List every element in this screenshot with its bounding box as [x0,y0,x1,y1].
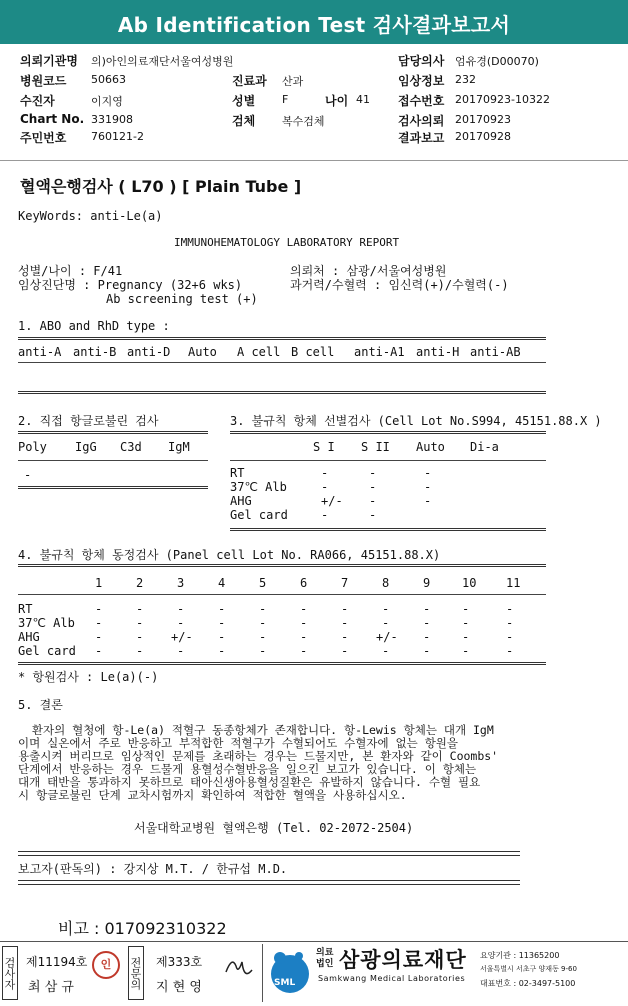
examiner-seal: 인 [92,951,120,979]
dat-column-header: C3d [120,440,142,454]
section-title: 혈액은행검사 ( L70 ) [ Plain Tube ] [20,177,302,196]
footer-rule [0,941,628,942]
signoff-line: 서울대학교병원 혈액은행 (Tel. 02-2072-2504) [134,821,414,835]
idno-label: 주민번호 [20,131,67,145]
specialist-signature [220,952,256,984]
screen-rule-bottom [230,528,546,531]
conclusion-line: 시 항글로불린 단계 교차시험까지 확인하여 적합한 혈액을 사용하십시오. [18,788,407,802]
panel-column-header: 1 [95,576,103,590]
requested-value: 20170923 [455,113,511,126]
screen-cell: - [369,494,377,508]
remark: 비고 : 017092310322 [58,919,227,938]
panel-cell: - [341,630,349,644]
panel-cell: - [259,644,267,658]
panel-cell: - [218,630,226,644]
signoff-rule-2 [18,855,520,856]
org-name: 삼광의료재단 [339,948,467,972]
conclusion-line: 대개 태반을 통과하지 못하므로 태아신생아용혈성질환은 유발하지 않습니다. 수혈 필요 [18,775,481,789]
panel-cell: - [259,616,267,630]
org-reg-number: 요양기관 : 11365200 [480,951,560,960]
chart-value: 331908 [91,113,133,126]
panel-cell: - [382,602,390,616]
panel-section-title: 4. 불규칙 항체 동정검사 (Panel cell Lot No. RA066, 45151.88.X) [18,548,441,562]
panel-cell: - [506,630,514,644]
doctor-label: 담당의사 [398,54,445,68]
sex-age-line: 성별/나이 : F/41 [18,264,123,278]
reported-label: 결과보고 [398,131,445,145]
panel-cell: - [300,630,308,644]
dat-rule-mid [18,460,208,461]
screen-row-label: RT [230,466,245,480]
panel-column-header: 9 [423,576,431,590]
dat-rule-top [18,431,208,434]
screen-row-label: AHG [230,494,252,508]
panel-rule-top [18,564,546,567]
screen-row-label: Gel card [230,508,288,522]
abo-rule-bottom [18,391,546,394]
sex-label: 성별 [232,94,256,108]
panel-cell: - [506,602,514,616]
dept-value: 산과 [282,75,304,88]
panel-cell: - [95,630,103,644]
dat-value: - [24,468,32,482]
screen-cell: - [321,480,329,494]
panel-cell: - [300,644,308,658]
panel-column-header: 8 [382,576,390,590]
panel-column-header: 6 [300,576,308,590]
panel-column-header: 5 [259,576,267,590]
hospital-label: 의뢰기관명 [20,54,78,68]
panel-cell: - [341,616,349,630]
chart-label: Chart No. [20,112,85,126]
conclusion-line: 용출시켜 버리므로 임상적인 문제를 초래하는 경우는 드물지만, 본 환자와 같이 Coombs' [18,749,499,763]
panel-cell: - [218,602,226,616]
screen-cell: +/- [321,494,343,508]
screen-rule-top [230,431,546,434]
age-label: 나이 [325,94,349,108]
screen-cell: - [424,480,432,494]
panel-cell: - [341,644,349,658]
abo-column-header: anti-B [73,345,117,359]
examiner-number: 제11194호 [26,955,88,969]
conclusion-line: 이며 실온에서 주로 반응하고 부적합한 적혈구가 수혈되어도 수혈자에 없는 항원을 [18,736,459,750]
history-line: 과거력/수혈력 : 임신력(+)/수혈력(-) [290,278,509,292]
panel-cell: - [95,616,103,630]
lab-report-title: IMMUNOHEMATOLOGY LABORATORY REPORT [174,236,400,249]
panel-cell: - [506,616,514,630]
abo-column-header: B cell [291,345,335,359]
specimen-label: 검체 [232,114,256,128]
hospital-value: 의)아인의료재단서울여성병원 [91,55,234,68]
panel-cell: - [136,616,144,630]
info-divider [0,160,628,161]
panel-cell: - [382,616,390,630]
panel-column-header: 10 [462,576,477,590]
panel-cell: - [300,616,308,630]
dat-column-header: IgM [168,440,190,454]
abo-column-header: Auto [188,345,217,359]
screen-cell: - [369,508,377,522]
keywords: KeyWords: anti-Le(a) [18,209,163,223]
abo-rule-mid [18,362,546,363]
panel-column-header: 7 [341,576,349,590]
sex-value: F [282,93,289,106]
org-address: 서울특별시 서초구 양재동 9-60 [480,965,577,973]
panel-row-label: 37℃ Alb [18,616,75,630]
diagnosis-line: 임상진단명 : Pregnancy (32+6 wks) [18,278,243,292]
requester-line: 의뢰처 : 삼광/서울여성병원 [290,264,447,278]
dat-section-title: 2. 직접 항글로불린 검사 [18,414,159,428]
panel-column-header: 4 [218,576,226,590]
panel-cell: - [462,602,470,616]
org-phone: 대표번호 : 02-3497-5100 [480,979,576,988]
panel-cell: - [95,602,103,616]
panel-cell: - [341,602,349,616]
screen-cell: - [321,466,329,480]
code-value: 50663 [91,73,126,86]
dat-column-header: IgG [75,440,97,454]
panel-rule-mid [18,594,546,595]
signoff-rule-1 [18,851,520,852]
screen-section-title: 3. 불규칙 항체 선별검사 (Cell Lot No.S994, 45151.88.X ) [230,414,602,428]
reporter-line: 보고자(판독의) : 강지상 M.T. / 한규섭 M.D. [18,862,288,876]
antigen-line: * 항원검사 : Le(a)(-) [18,670,159,684]
screen-cell: - [369,466,377,480]
patient-label: 수진자 [20,94,55,108]
screen-column-header: S II [361,440,390,454]
panel-cell: - [136,630,144,644]
screen-cell: - [424,494,432,508]
conclusion-title: 5. 결론 [18,698,63,712]
screen-cell: - [424,466,432,480]
org-logo-text: SML [274,978,296,988]
abo-column-header: anti-A1 [354,345,405,359]
panel-cell: - [506,644,514,658]
org-logo-mark [268,944,312,998]
panel-cell: - [382,644,390,658]
report-title: Ab Identification Test 검사결과보고서 [0,0,628,44]
conclusion-line: 단계에서 반응하는 경우 드물게 용혈성수혈반응을 일으킨 보고가 있습니다. 이 항체는 [18,762,477,776]
panel-cell: - [423,602,431,616]
reporter-rule-2 [18,884,520,885]
abo-column-header: anti-D [127,345,171,359]
panel-column-header: 2 [136,576,144,590]
panel-cell: - [423,616,431,630]
panel-cell: - [95,644,103,658]
panel-cell: - [177,602,185,616]
conclusion-line: 환자의 혈청에 항-Le(a) 적혈구 동종항체가 존재합니다. 항-Lewis 항체는 대개 IgM [18,723,494,737]
panel-rule-bottom [18,662,546,665]
specialist-label: 전문의 [128,946,144,1000]
panel-cell: - [300,602,308,616]
reporter-rule-1 [18,880,520,881]
panel-cell: - [462,644,470,658]
screen-column-header: Auto [416,440,445,454]
specialist-number: 제333호 [156,955,203,969]
panel-column-header: 3 [177,576,185,590]
clinical-value: 232 [455,73,476,86]
panel-cell: - [136,602,144,616]
panel-cell: - [423,630,431,644]
footer-divider [262,944,263,1002]
screen-cell: - [369,480,377,494]
abo-column-header: anti-H [416,345,460,359]
examiner-label: 검사자 [2,946,18,1000]
abo-section-title: 1. ABO and RhD type : [18,319,170,333]
panel-cell: - [259,602,267,616]
abo-column-header: anti-AB [470,345,521,359]
dat-rule-bottom [18,486,208,489]
patient-value: 이지영 [91,95,123,108]
examiner-name: 최 삼 규 [28,980,74,995]
screen-row-label: 37℃ Alb [230,480,287,494]
abo-column-header: A cell [237,345,281,359]
abo-column-header: anti-A [18,345,62,359]
receipt-label: 접수번호 [398,94,445,108]
panel-row-label: Gel card [18,644,76,658]
abo-rule-top [18,337,546,340]
panel-cell: - [136,644,144,658]
screen-column-header: S I [313,440,335,454]
panel-cell: - [218,644,226,658]
panel-cell: - [259,630,267,644]
screen-cell: - [321,508,329,522]
panel-cell: - [177,616,185,630]
reported-value: 20170928 [455,130,511,143]
panel-cell: - [462,616,470,630]
specimen-value: 복수검체 [282,115,325,128]
org-english-name: Samkwang Medical Laboratories [318,974,466,983]
idno-value: 760121-2 [91,130,144,143]
age-value: 41 [356,93,370,106]
doctor-value: 엄유경(D00070) [455,55,539,68]
panel-cell: - [177,644,185,658]
panel-cell: +/- [171,630,193,644]
org-type: 의료법인 [316,948,334,969]
code-label: 병원코드 [20,74,67,88]
screen-rule-mid [230,460,546,461]
diagnosis-line-2: Ab screening test (+) [106,292,258,306]
receipt-value: 20170923-10322 [455,93,550,106]
panel-cell: - [423,644,431,658]
panel-cell: - [218,616,226,630]
panel-column-header: 11 [506,576,521,590]
requested-label: 검사의뢰 [398,114,445,128]
panel-cell: +/- [376,630,398,644]
dat-column-header: Poly [18,440,47,454]
screen-column-header: Di-a [470,440,499,454]
panel-row-label: AHG [18,630,40,644]
panel-cell: - [462,630,470,644]
clinical-label: 임상정보 [398,74,445,88]
dept-label: 진료과 [232,74,267,88]
specialist-name: 지 현 영 [156,980,202,995]
panel-row-label: RT [18,602,33,616]
